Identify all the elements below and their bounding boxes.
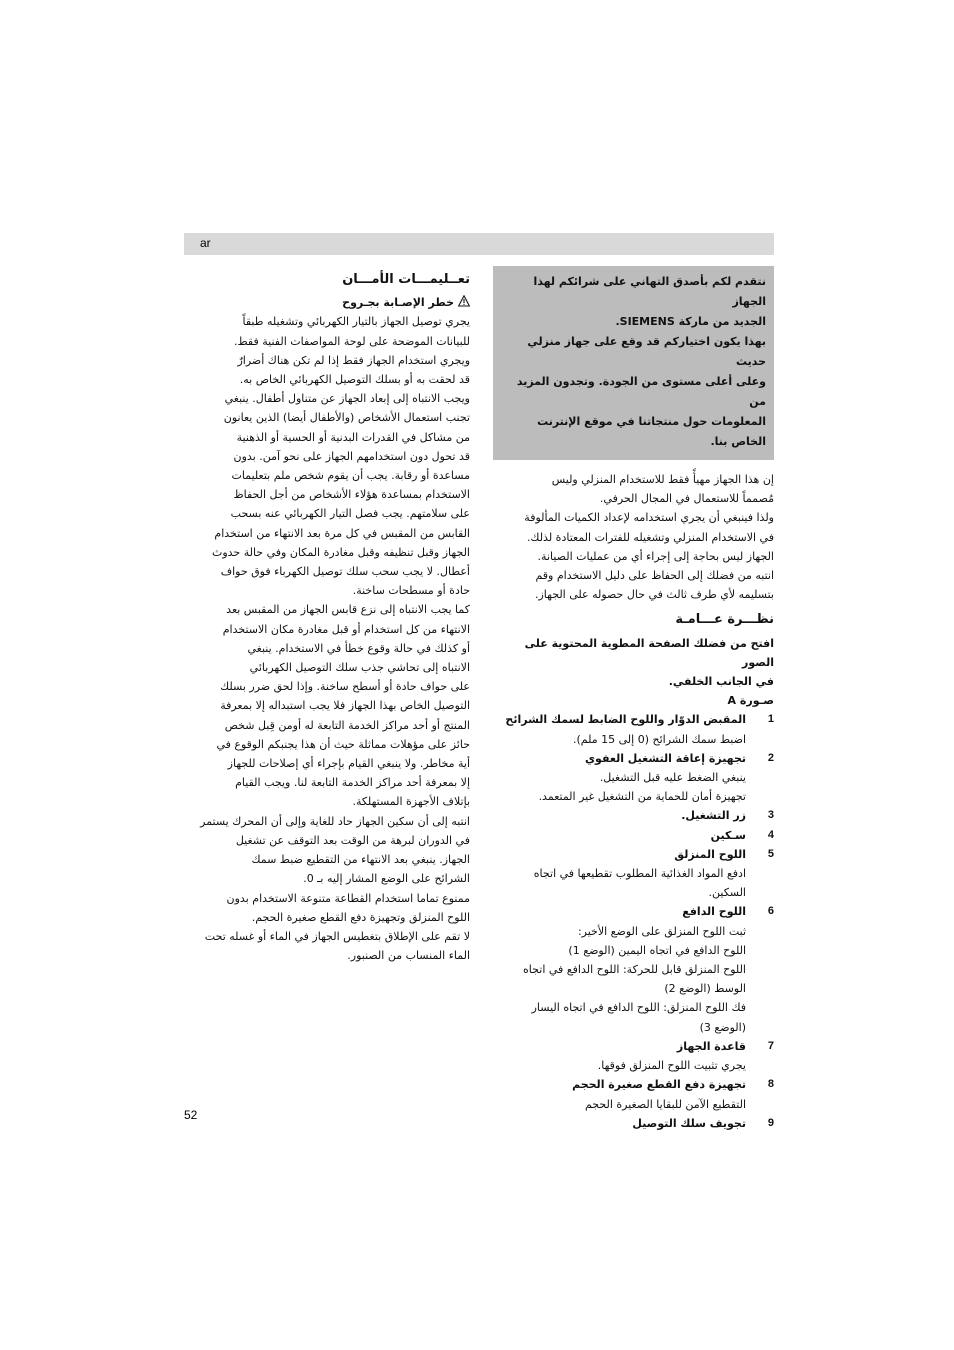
- safety-line: أية مخاطر. ولا ينبغي القيام بإجراء أي إصلاحات للجهاز: [227, 757, 470, 771]
- warning-heading: [184, 293, 470, 312]
- item-desc: تجهيزة أمان للحماية من التشغيل غير المتعمد.: [538, 790, 746, 804]
- safety-line: الجهاز. ينبغي بعد الانتهاء من التقطيع ضبط سمك: [251, 853, 470, 867]
- list-item: [493, 749, 774, 768]
- intro-line: نتقدم لكم بأصدق التهاني على شرائكم لهذا الجهاز: [533, 275, 766, 308]
- item-desc: فك اللوح المنزلق: اللوح الدافع في اتجاه اليسار: [531, 1001, 746, 1015]
- item-number: 4: [767, 828, 774, 841]
- intro-line: بهذا يكون اختياركم قد وقع على جهاز منزلي حديث: [527, 335, 766, 368]
- item-desc: (الوضع 3): [699, 1020, 746, 1034]
- open-page-line: في الجانب الخلفي.: [668, 675, 774, 689]
- usage-line: انتبه من فضلك إلى الحفاظ على دليل الاستخدام وقم: [535, 569, 774, 583]
- list-item: [493, 826, 774, 845]
- safety-line: كما يجب الانتباه إلى نزع قابس الجهاز من المقبس بعد: [226, 603, 470, 617]
- item-title: تجويف سلك التوصيل: [632, 1116, 746, 1130]
- safety-line: مساعدة أو رقابة. يجب أن يقوم شخص ملم بتعليمات: [231, 469, 470, 483]
- item-desc: ينبغي الضغط عليه قبل التشغيل.: [599, 771, 746, 785]
- item-desc: ادفع المواد الغذائية المطلوب تقطيعها في اتجاه: [533, 867, 746, 881]
- safety-line: الشرائح على الوضع المشار إليه بـ 0.: [303, 872, 470, 886]
- safety-line: ويجب الانتباه إلى إبعاد الجهاز عن متناول أطفال. ينبغي: [224, 392, 470, 406]
- safety-line: أعطال. لا يجب سحب سلك توصيل الكهرباء فوق حواف: [220, 565, 470, 579]
- usage-line: بتسليمه لأي طرف ثالث في حال حصوله على الجهاز.: [534, 588, 774, 602]
- item-number: 5: [767, 847, 774, 860]
- intro-line: المعلومات حول منتجاتنا في موقع الإنترنت الخاص بنا.: [537, 415, 766, 448]
- right-column: [493, 266, 774, 1133]
- item-title: قاعدة الجهاز: [676, 1039, 746, 1053]
- safety-line: ممنوع تماما استخدام القطاعة متنوعة الاستخدام بدون: [226, 891, 470, 905]
- warning-title: خطر الإصـابة بجـروح: [342, 296, 454, 310]
- list-item: [493, 1037, 774, 1056]
- item-number: 8: [767, 1078, 774, 1091]
- usage-text: [493, 470, 774, 604]
- safety-line: بإتلاف الأجهزة المستهلكة.: [352, 795, 470, 809]
- item-title: اللوح الدافع: [682, 905, 746, 919]
- safety-line: من مشاكل في القدرات البدنية أو الحسية أو الذهنية: [236, 430, 470, 444]
- safety-line: انتبه إلى أن سكين الجهاز حاد للغاية وإلى أن المحرك يستمر: [200, 814, 470, 828]
- item-desc: الوسط (الوضع 2): [664, 982, 746, 996]
- usage-line: مُصمماً للاستعمال في المجال الحرفي.: [599, 492, 774, 506]
- usage-line: في الاستخدام المنزلي وتشغيله للفترات المعتادة لذلك.: [526, 530, 774, 544]
- list-item: [493, 806, 774, 825]
- item-title: اللوح المنزلق: [674, 847, 746, 861]
- safety-line: حائز على مؤهلات مماثلة حيث أن هذا يجنبكم الوقوع في: [216, 737, 470, 751]
- usage-line: الجهاز ليس بحاجة إلى إجراء أي من عمليات الصيانة.: [537, 549, 774, 563]
- safety-text: [184, 312, 470, 965]
- safety-line: تجنب استعمال الأشخاص (والأطفال أيضا) الذين يعانون: [223, 411, 470, 425]
- safety-line: الاستخدام بمساعدة هؤلاء الأشخاص من أجل الحفاظ: [233, 488, 470, 502]
- left-column: [184, 266, 470, 965]
- item-number: 1: [767, 713, 774, 726]
- list-item: [493, 1075, 774, 1094]
- overview-title: نظـــرة عـــامـة: [675, 612, 774, 628]
- safety-line: أو كذلك في حالة وقوع خطأ في الاستخدام. ينبغي: [247, 641, 470, 655]
- language-code: ar: [200, 236, 211, 250]
- item-desc: اللوح الدافع في اتجاه اليمين (الوضع 1): [568, 943, 746, 957]
- list-item: [493, 1114, 774, 1133]
- safety-line: حادة أو مسطحات ساخنة.: [352, 584, 470, 598]
- list-item: [493, 710, 774, 729]
- intro-line: الجديد من ماركة SIEMENS.: [615, 315, 766, 328]
- item-title: تجهيزة إعاقة التشغيل العفوي: [584, 751, 746, 765]
- item-desc: اللوح المنزلق قابل للحركة: اللوح الدافع في اتجاه: [523, 963, 746, 977]
- page-number: 52: [184, 1108, 198, 1122]
- safety-line: قد لحقت به أو بسلك التوصيل الكهربائي الخاص به.: [239, 373, 470, 387]
- item-desc: ثبت اللوح المنزلق على الوضع الأخير:: [577, 924, 746, 938]
- safety-line: الانتباه إلى تحاشي جذب سلك التوصيل الكهربائي: [249, 661, 470, 675]
- safety-line: الماء المنساب من الصنبور.: [347, 949, 470, 963]
- intro-line: وعلى أعلى مستوى من الجودة. وتجدون المزيد من: [516, 375, 766, 408]
- safety-line: على حواف حادة أو أسطح ساخنة. وإذا لحق ضرر بسلك: [220, 680, 470, 694]
- item-desc: السكين.: [708, 886, 746, 900]
- safety-line: إلا بمعرفة أحد مراكز الخدمة التابعة لنا. ويجب القيام: [235, 776, 470, 790]
- language-bar: [184, 233, 774, 255]
- safety-line: القابس من المقبس في كل مرة بعد الانتهاء من استخدام: [214, 526, 470, 540]
- figure-label: صـورة A: [727, 694, 774, 708]
- item-desc: يجري تثبيت اللوح المنزلق فوقها.: [597, 1059, 746, 1073]
- safety-line: المنتج أو أحد مراكز الخدمة التابعة له أومن قِبل شخص: [224, 718, 470, 732]
- item-number: 6: [767, 905, 774, 918]
- item-title: سـكين: [710, 828, 746, 842]
- item-title: تجهيزة دفع القطع صغيرة الحجم: [572, 1078, 746, 1092]
- safety-line: في الدوران لبرهة من الوقت بعد التوقف عن تشغيل: [235, 833, 470, 847]
- item-desc: اضبط سمك الشرائح (0 إلى 15 ملم).: [572, 732, 746, 746]
- list-item: [493, 845, 774, 864]
- list-item: [493, 902, 774, 921]
- item-desc: التقطيع الآمن للبقايا الصغيرة الحجم: [584, 1097, 746, 1111]
- item-number: 2: [767, 751, 774, 764]
- safety-line: قد تحول دون استخدامهم الجهاز على نحو آمن. بدون: [233, 449, 470, 463]
- item-number: 9: [767, 1116, 774, 1129]
- warning-triangle-icon: [458, 294, 470, 306]
- safety-title: تعــليمـــات الأمـــان: [342, 272, 470, 287]
- item-number: 3: [767, 809, 774, 822]
- safety-line: ويجري استخدام الجهاز فقط إذا لم تكن هناك أضرارٌ: [237, 353, 470, 367]
- safety-line: لا تقم على الإطلاق بتغطيس الجهاز في الماء أو غسله تحت: [204, 929, 470, 943]
- usage-line: ولذا فينبغي أن يجري استخدامه لإعداد الكميات المألوفة: [524, 511, 774, 525]
- item-title: المقبض الدوّار واللوح الضابط لسمك الشرائح: [505, 713, 746, 727]
- safety-line: التوصيل الخاص بهذا الجهاز فلا يجب استبداله إلا بمعرفة: [220, 699, 470, 713]
- intro-box: [493, 266, 774, 460]
- safety-line: للبيانات الموضحة على لوحة المواصفات الفنية فقط.: [233, 334, 470, 348]
- safety-line: على سلامتهم. يجب فصل التيار الكهربائي عنه بسحب: [230, 507, 470, 521]
- safety-line: الانتهاء من كل استخدام أو قبل مغادرة مكان الاستخدام: [222, 622, 470, 636]
- open-page-line: افتح من فضلك الصفحة المطوية المحتوية على الصور: [524, 636, 774, 669]
- usage-line: إن هذا الجهاز مهيأً فقط للاستخدام المنزلي وليس: [551, 473, 774, 486]
- item-number: 7: [767, 1039, 774, 1052]
- safety-line: الجهاز وقبل تنظيفه وقبل مغادرة المكان وفي حالة حدوث: [211, 545, 470, 559]
- safety-line: يجري توصيل الجهاز بالتيار الكهربائي وتشغيله طبقاً: [242, 315, 470, 329]
- item-title: زر التشغيل.: [681, 809, 746, 823]
- safety-line: اللوح المنزلق وتجهيزة دفع القطع صغيرة الحجم.: [251, 910, 470, 924]
- parts-list: [493, 710, 774, 1132]
